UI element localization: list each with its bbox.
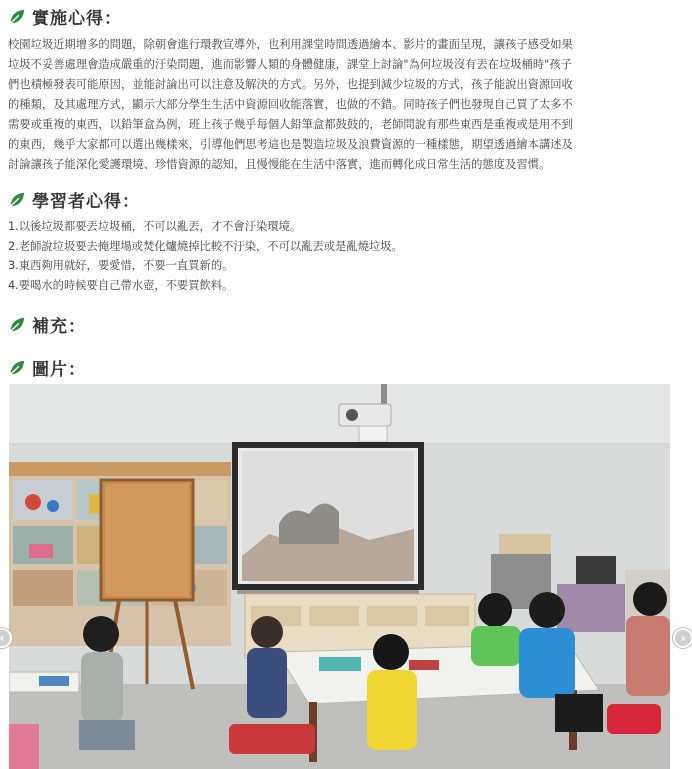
chevron-right-icon: › [680, 631, 686, 645]
carousel-next-button[interactable] [673, 628, 692, 648]
list-item: 1.以後垃圾都要丟垃圾桶，不可以亂丟，才不會汙染環境。 [8, 220, 302, 233]
classroom-illustration [9, 384, 670, 769]
section-title: 學習者心得： [32, 192, 140, 212]
paragraph-line: 討論讓孩子能深化愛護環境、珍惜資源的認知，且慢慢能在生活中落實，進而轉化成日常生活的態度及習慣。 [8, 158, 551, 171]
list-item: 2.老師說垃圾要去掩埋場或焚化爐燒掉比較不汙染，不可以亂丟或是亂燒垃圾。 [8, 239, 403, 253]
leaf-icon [8, 8, 26, 26]
paragraph-line: 需要或重複的東西，以鉛筆盒為例，班上孩子幾乎每個人鉛筆盒都鼓鼓的，老師問說有那些東西是重複或是用不到 [8, 118, 573, 131]
leaf-icon [8, 191, 26, 209]
chevron-left-icon: ‹ [0, 631, 5, 645]
practice-paragraph [8, 35, 684, 175]
paragraph-line: 校園垃圾近期增多的問題，除朝會進行環教宣導外，也利用課堂時間透過繪本、影片的畫面呈現，讓孩子感受如果 [8, 38, 573, 51]
paragraph-line: 們也積極發表可能原因，並能討論出可以注意及解決的方式。另外，也提到減少垃圾的方式，孩子能說出資源回收 [8, 78, 573, 91]
leaf-icon [8, 359, 26, 377]
leaf-icon [8, 316, 26, 334]
section-title: 圖片： [32, 360, 86, 380]
paragraph-line: 垃圾不妥善處理會造成嚴重的汙染問題，進而影響人類的身體健康，課堂上討論"為何垃圾沒有丟在垃圾桶時"孩子 [8, 58, 572, 71]
learner-list [8, 217, 684, 295]
section-title: 實施心得： [32, 9, 122, 29]
section-heading-learner [8, 187, 140, 212]
list-item: 4.要喝水的時候要自己帶水壺，不要買飲料。 [8, 278, 234, 292]
classroom-photo[interactable] [9, 384, 670, 769]
section-heading-supplement [8, 312, 86, 337]
paragraph-line: 的東西，幾乎大家都可以選出幾樣來，引導他們思考這也是製造垃圾及浪費資源的一種樣態，期望透過繪本講述及 [8, 138, 573, 151]
section-heading-pictures [8, 355, 86, 380]
section-heading-practice [8, 4, 122, 29]
section-title: 補充： [32, 317, 86, 337]
list-item: 3.東西夠用就好，要愛惜，不要一直買新的。 [8, 259, 234, 272]
paragraph-line: 的種類，及其處理方式，顯示大部分學生生活中資源回收能落實，也做的不錯。同時孩子們也發現自己買了太多不 [8, 98, 573, 111]
